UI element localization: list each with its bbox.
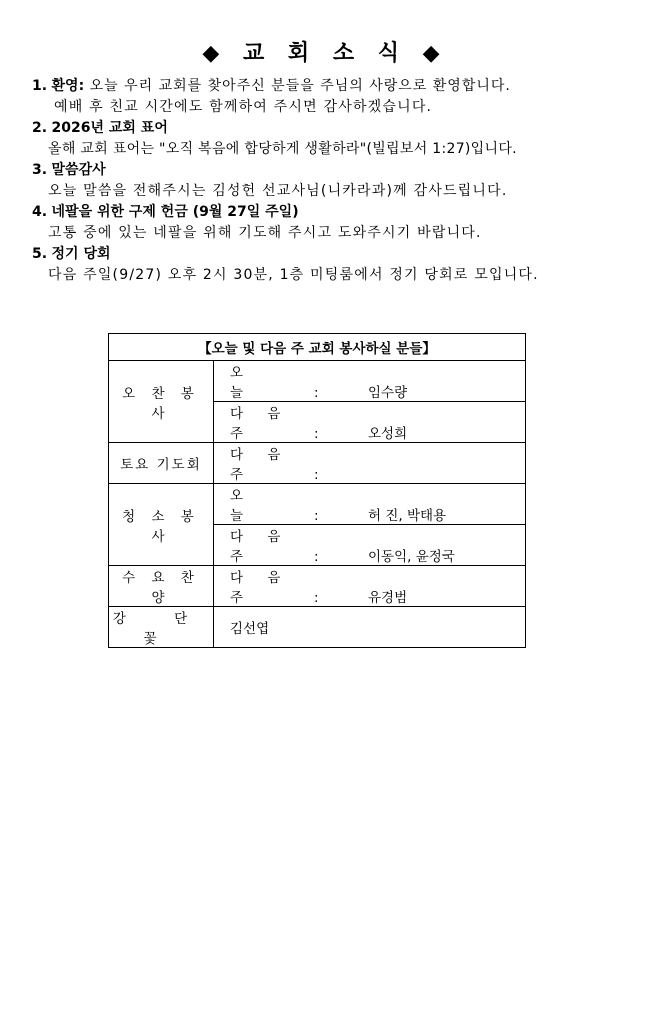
- table-row: [109, 443, 526, 484]
- notice-item-thanks: [32, 160, 632, 202]
- notice-number: 4.: [32, 204, 48, 220]
- colon: :: [314, 549, 319, 565]
- colon: :: [314, 590, 319, 606]
- table-row: [109, 607, 526, 648]
- notice-list: [32, 76, 632, 286]
- notice-number: 5.: [32, 246, 48, 262]
- notice-item-offering: [32, 202, 632, 244]
- server-name: 임수량: [368, 385, 408, 401]
- table-row: [109, 361, 526, 402]
- server-name: 오성희: [368, 426, 408, 442]
- table-row: [109, 484, 526, 525]
- when-label: 오 늘: [230, 365, 280, 401]
- notice-text: 다음 주일(9/27) 오후 2시 30분, 1층 미팅룸에서 정기 당회로 모입니다.: [48, 267, 539, 283]
- notice-text: 올해 교회 표어는 "오직 복음에 합당하게 생활하라"(빌립보서 1:27)입니다.: [48, 141, 517, 157]
- notice-heading: 네팔을 위한 구제 헌금 (9월 27일 주일): [51, 204, 299, 220]
- colon: :: [314, 467, 319, 483]
- role-cell: 수 요 찬 양: [109, 566, 214, 607]
- notice-heading: 환영:: [51, 78, 85, 94]
- notice-text: 고통 중에 있는 네팔을 위해 기도해 주시고 도와주시기 바랍니다.: [48, 225, 482, 241]
- server-name: 허 진, 박태용: [368, 508, 447, 524]
- notice-heading: 2026년 교회 표어: [51, 120, 168, 136]
- notice-heading: 말씀감사: [51, 162, 106, 178]
- when-label: 다 음 주: [230, 570, 291, 606]
- when-label: 오 늘: [230, 488, 280, 524]
- notice-number: 2.: [32, 120, 48, 136]
- notice-number: 1.: [32, 78, 48, 94]
- role-cell: 오 찬 봉 사: [109, 361, 214, 443]
- role-cell: 토요 기도회: [109, 443, 214, 484]
- notice-text: 예배 후 친교 시간에도 함께하여 주시면 감사하겠습니다.: [54, 99, 433, 115]
- notice-item-motto: [32, 118, 632, 160]
- notice-item-welcome: [32, 76, 632, 118]
- when-label: 다 음 주: [230, 406, 291, 442]
- table-caption: 【오늘 및 다음 주 교회 봉사하실 분들】: [109, 334, 526, 361]
- page-title: ◆ 교 회 소 식 ◆: [202, 41, 448, 66]
- notice-text: 오늘 말씀을 전해주시는 김성헌 선교사님(니카라과)께 감사드립니다.: [48, 183, 508, 199]
- notice-inline-text: 오늘 우리 교회를 찾아주신 분들을 주님의 사랑으로 환영합니다.: [84, 78, 511, 94]
- colon: :: [314, 385, 319, 401]
- notice-number: 3.: [32, 162, 48, 178]
- colon: :: [314, 426, 319, 442]
- table-row: [109, 566, 526, 607]
- volunteer-table: [108, 333, 526, 648]
- when-label: 다 음 주: [230, 447, 291, 483]
- colon: :: [314, 508, 319, 524]
- role-cell: 청 소 봉 사: [109, 484, 214, 566]
- server-name: 김선엽: [214, 607, 526, 648]
- notice-item-session: [32, 244, 632, 286]
- notice-heading: 정기 당회: [51, 246, 111, 262]
- server-name: 유경범: [368, 590, 408, 606]
- server-name: 이동익, 윤정국: [368, 549, 455, 565]
- role-cell: 강 단 꽃: [109, 607, 214, 648]
- when-label: 다 음 주: [230, 529, 291, 565]
